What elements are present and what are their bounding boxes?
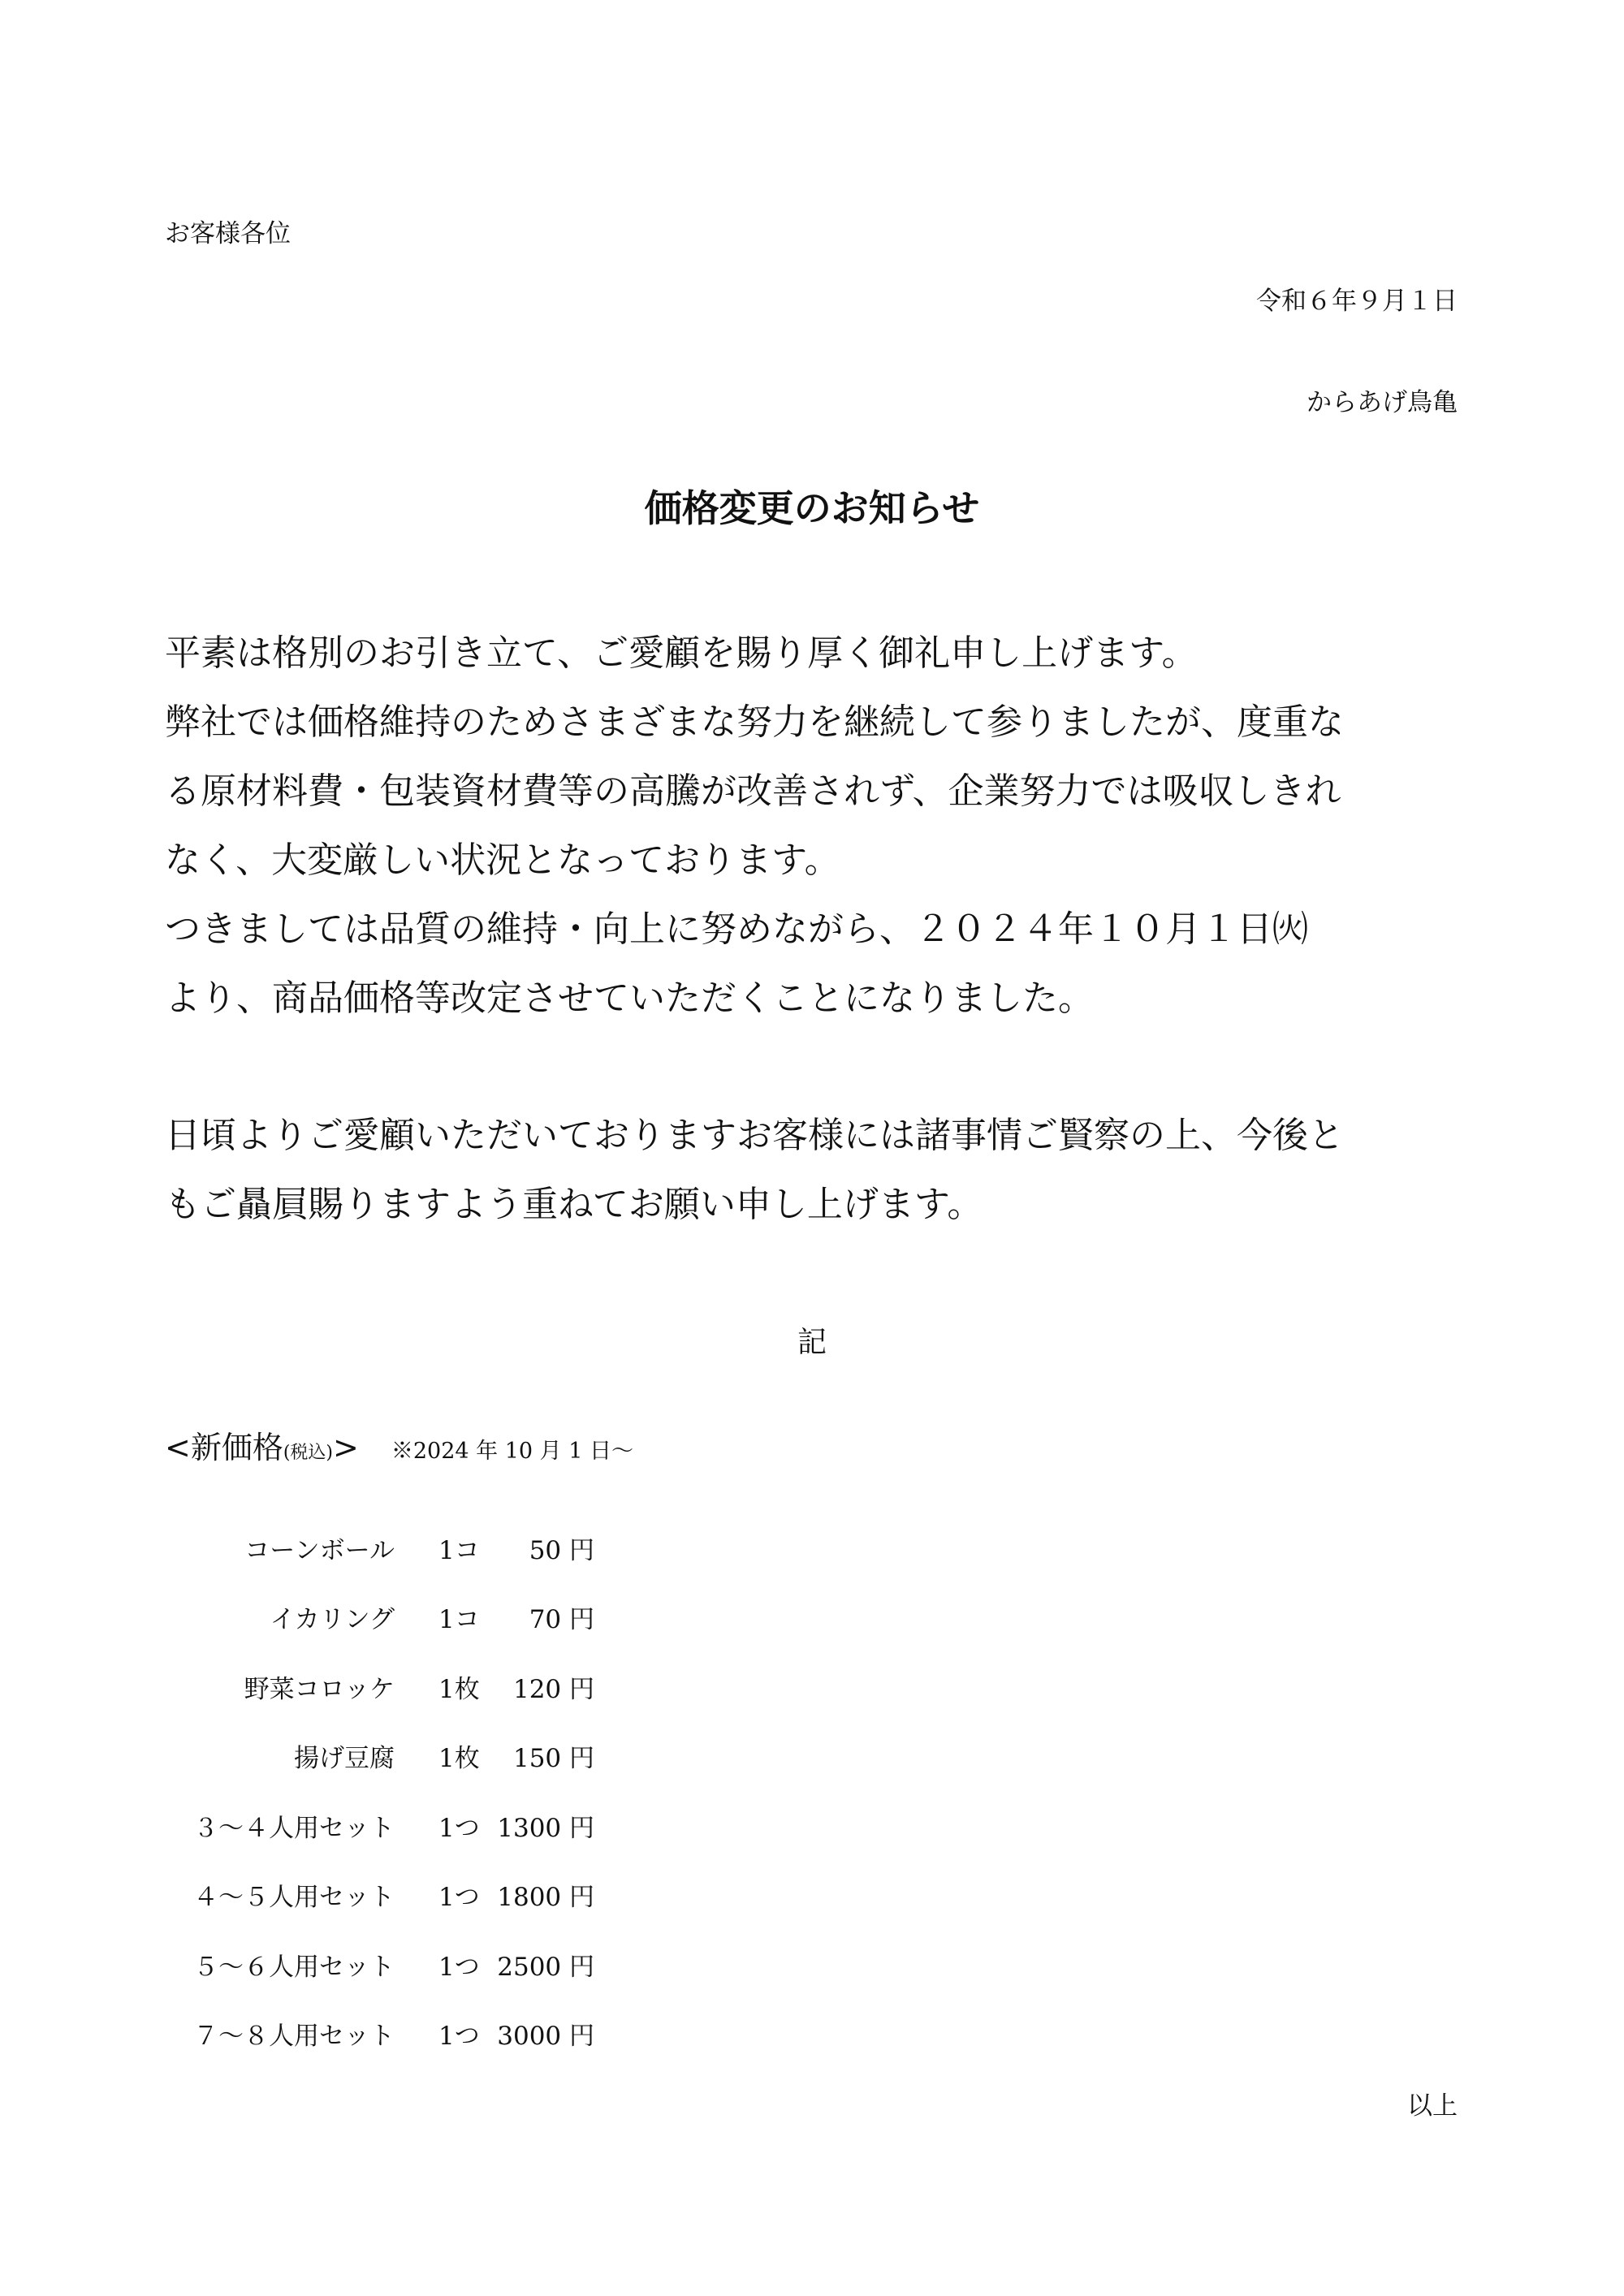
body-line: 日頃よりご愛顧いただいておりますお客様には諸事情ご賢察の上、今後と: [165, 1115, 1344, 1156]
price-heading-close: >: [333, 1430, 359, 1465]
item-price: 1300 円: [497, 1814, 594, 1843]
item-price: 2500 円: [497, 1953, 594, 1982]
item-price: 120 円: [512, 1675, 594, 1704]
sender-name: からあげ鳥亀: [1307, 388, 1458, 417]
price-heading-label: <新価格: [165, 1430, 283, 1465]
closing-mark: 以上: [1407, 2091, 1458, 2121]
body-line: 平素は格別のお引き立て、ご愛顧を賜り厚く御礼申し上げます。: [165, 632, 1198, 674]
item-unit: 1つ: [438, 1814, 480, 1843]
issue-date: 令和６年９月１日: [1256, 287, 1458, 316]
body-line: 弊社では価格維持のためさまざまな努力を継続して参りましたが、度重な: [165, 701, 1344, 743]
item-name: 揚げ豆腐: [294, 1744, 395, 1773]
item-name: コーンボール: [244, 1536, 395, 1565]
body-line: より、商品価格等改定させていただくことになりました。: [165, 978, 1094, 1019]
item-name: ４～５人用セット: [193, 1883, 395, 1912]
item-unit: 1コ: [438, 1605, 480, 1634]
item-unit: 1枚: [438, 1744, 480, 1773]
addressee: お客様各位: [165, 219, 291, 248]
item-name: 野菜コロッケ: [244, 1675, 395, 1704]
notice-title: 価格変更のお知らせ: [644, 486, 980, 530]
item-name: ５～６人用セット: [193, 1953, 395, 1982]
item-price: 150 円: [512, 1744, 594, 1773]
price-heading: [165, 1422, 633, 1467]
item-price: 70 円: [529, 1605, 594, 1634]
item-name: イカリング: [270, 1605, 395, 1634]
item-unit: 1つ: [438, 2022, 480, 2051]
item-price: 3000 円: [497, 2022, 594, 2051]
item-unit: 1つ: [438, 1953, 480, 1982]
item-unit: 1つ: [438, 1883, 480, 1912]
body-line: つきましては品質の維持・向上に努めながら、２０２４年１０月１日㈫: [165, 908, 1308, 950]
body-line: もご贔屓賜りますよう重ねてお願い申し上げます。: [165, 1184, 983, 1225]
body-line: る原材料費・包装資材費等の高騰が改善されず、企業努力では吸収しきれ: [165, 770, 1341, 812]
item-price: 1800 円: [497, 1883, 594, 1912]
body-line: なく、大変厳しい状況となっております。: [165, 839, 840, 881]
item-unit: 1コ: [438, 1536, 480, 1565]
ki-heading: 記: [797, 1326, 827, 1359]
item-name: ７～８人用セット: [193, 2022, 395, 2051]
item-price: 50 円: [529, 1536, 594, 1565]
item-name: ３～４人用セット: [193, 1814, 395, 1843]
tax-note: (税込): [283, 1443, 334, 1463]
item-unit: 1枚: [438, 1675, 480, 1704]
effective-date-note: ※2024 年 10 月 1 日～: [391, 1439, 634, 1464]
